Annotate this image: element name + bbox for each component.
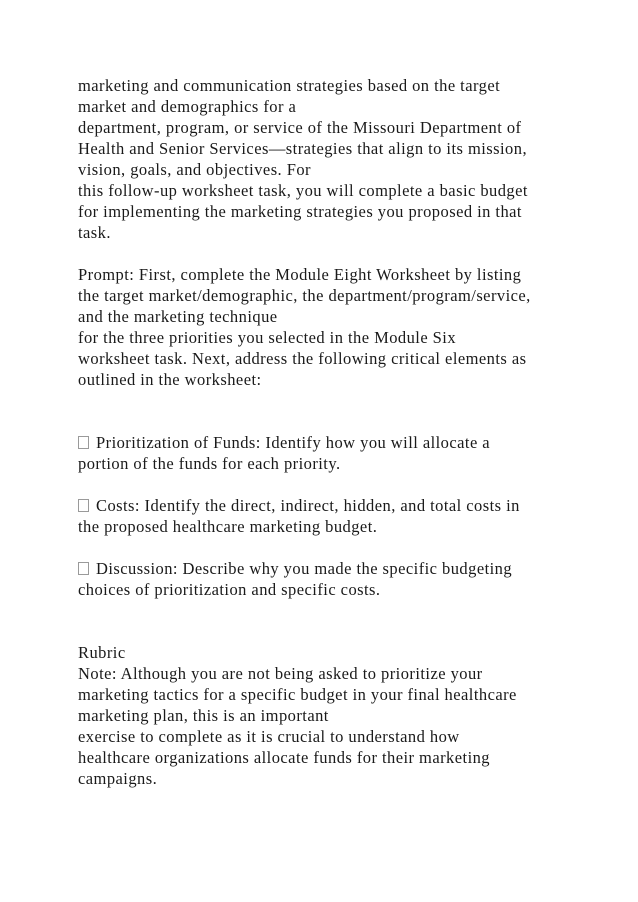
bullet-text: the proposed healthcare marketing budget. <box>78 517 378 536</box>
intro-paragraph <box>78 75 578 243</box>
text-line: campaigns. <box>78 769 158 788</box>
text-line: the target market/demographic, the department/program/service, <box>78 286 531 305</box>
bullet-text: portion of the funds for each priority. <box>78 454 341 473</box>
prompt-paragraph <box>78 264 578 390</box>
text-line: Note: Although you are not being asked to prioritize your <box>78 664 483 683</box>
rubric-heading: Rubric <box>78 643 126 662</box>
spacer <box>78 621 578 642</box>
text-line: exercise to complete as it is crucial to understand how <box>78 727 460 746</box>
text-line: marketing plan, this is an important <box>78 706 329 725</box>
text-line: outlined in the worksheet: <box>78 370 262 389</box>
missing-glyph-box-icon <box>78 562 89 575</box>
text-line: for implementing the marketing strategies you proposed in that <box>78 202 522 221</box>
text-line: task. <box>78 223 111 242</box>
bullet-text: Discussion: Describe why you made the specific budgeting <box>96 559 513 578</box>
text-line: for the three priorities you selected in the Module Six <box>78 328 457 347</box>
rubric-section <box>78 642 578 789</box>
missing-glyph-box-icon <box>78 499 89 512</box>
spacer <box>78 474 578 495</box>
bullet-costs <box>78 495 578 537</box>
bullet-text: choices of prioritization and specific costs. <box>78 580 381 599</box>
text-line: marketing and communication strategies based on the target <box>78 76 501 95</box>
spacer <box>78 411 578 432</box>
text-line: Health and Senior Services—strategies that align to its mission, <box>78 139 528 158</box>
text-line: healthcare organizations allocate funds for their marketing <box>78 748 491 767</box>
text-line: market and demographics for a <box>78 97 297 116</box>
text-line: department, program, or service of the Missouri Department of <box>78 118 522 137</box>
text-line: worksheet task. Next, address the following critical elements as <box>78 349 527 368</box>
spacer <box>78 390 578 411</box>
missing-glyph-box-icon <box>78 436 89 449</box>
bullet-text: Costs: Identify the direct, indirect, hidden, and total costs in <box>96 496 520 515</box>
spacer <box>78 243 578 264</box>
text-line: Prompt: First, complete the Module Eight Worksheet by listing <box>78 265 522 284</box>
bullet-discussion <box>78 558 578 600</box>
text-line: this follow-up worksheet task, you will complete a basic budget <box>78 181 528 200</box>
bullet-text: Prioritization of Funds: Identify how you will allocate a <box>96 433 491 452</box>
text-line: and the marketing technique <box>78 307 278 326</box>
spacer <box>78 537 578 558</box>
spacer <box>78 600 578 621</box>
text-line: marketing tactics for a specific budget in your final healthcare <box>78 685 517 704</box>
document-body <box>78 75 578 789</box>
text-line: vision, goals, and objectives. For <box>78 160 311 179</box>
bullet-prioritization <box>78 432 578 474</box>
